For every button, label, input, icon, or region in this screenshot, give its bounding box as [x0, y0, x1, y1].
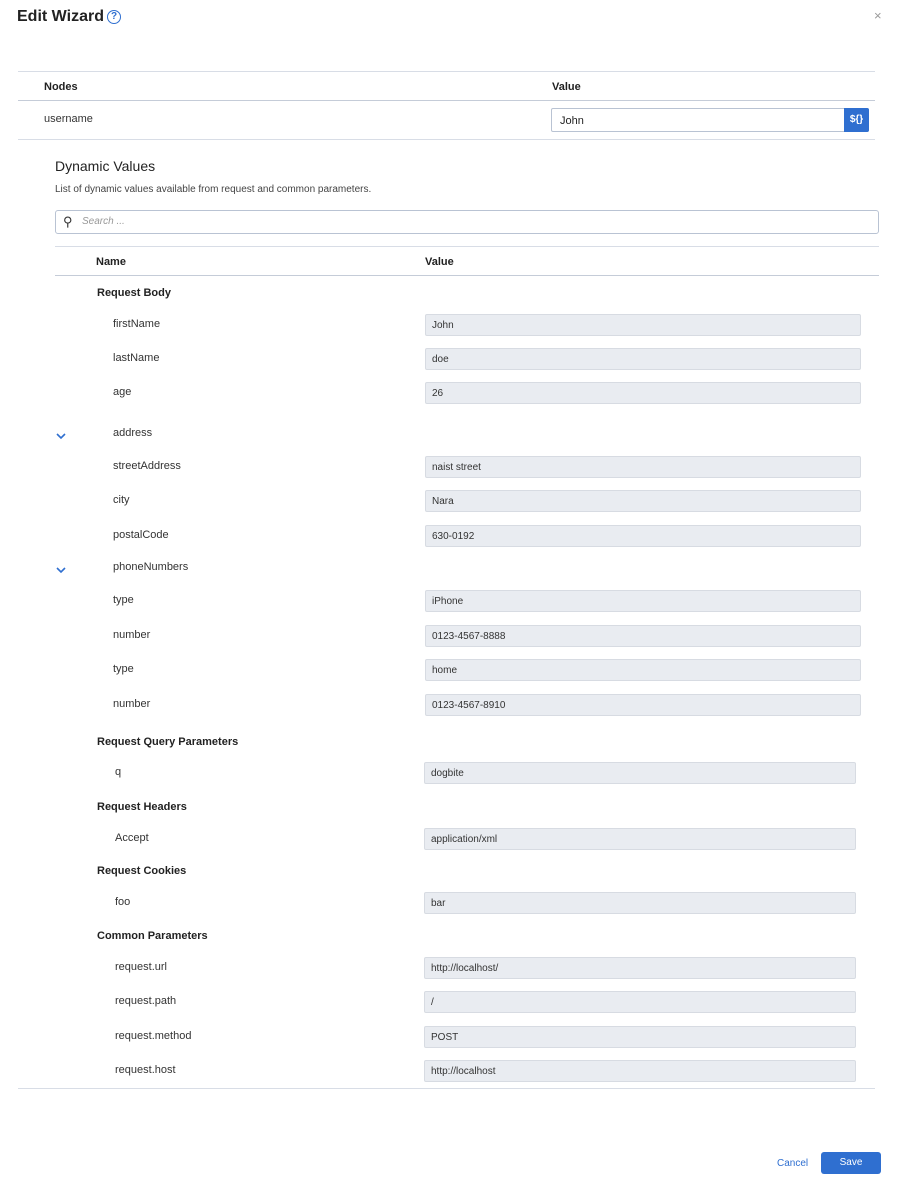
item-value-field[interactable]: 26 [425, 382, 861, 404]
group-header: Request Cookies [97, 865, 187, 877]
dynamic-values-title: Dynamic Values [55, 158, 156, 174]
chevron-down-icon[interactable] [56, 428, 66, 438]
divider [18, 1088, 875, 1089]
item-name: firstName [113, 318, 161, 330]
cancel-button[interactable]: Cancel [777, 1158, 809, 1169]
item-value-field[interactable]: Nara [425, 490, 861, 512]
tree-parent-label: address [113, 427, 153, 439]
item-name: foo [115, 896, 131, 908]
divider [55, 275, 879, 276]
item-name: number [113, 698, 151, 710]
nodes-column-header: Nodes [44, 81, 78, 93]
item-name: postalCode [113, 529, 169, 541]
divider [18, 71, 875, 72]
search-icon: ⚲ [63, 214, 73, 229]
item-name: city [113, 494, 130, 506]
item-name: age [113, 386, 132, 398]
dynamic-values-description: List of dynamic values available from request and common parameters. [55, 184, 372, 195]
name-column-header: Name [96, 256, 126, 268]
item-value-field[interactable]: http://localhost [424, 1060, 856, 1082]
item-value-field[interactable]: naist street [425, 456, 861, 478]
item-name: request.host [115, 1064, 176, 1076]
divider [18, 100, 875, 101]
group-header: Request Body [97, 287, 171, 299]
dialog-title: Edit Wizard [17, 8, 104, 25]
item-value-field[interactable]: http://localhost/ [424, 957, 856, 979]
search-input[interactable] [55, 210, 879, 234]
item-value-field[interactable]: bar [424, 892, 856, 914]
search-placeholder: Search ... [82, 216, 125, 227]
chevron-down-icon[interactable] [56, 562, 66, 572]
item-value-field[interactable]: home [425, 659, 861, 681]
item-value-field[interactable]: 630-0192 [425, 525, 861, 547]
username-value-input[interactable]: John [551, 108, 869, 132]
item-name: lastName [113, 352, 160, 364]
item-name: number [113, 629, 151, 641]
divider [55, 246, 879, 247]
divider [18, 139, 875, 140]
close-icon[interactable]: × [874, 8, 882, 23]
item-name: request.method [115, 1030, 192, 1042]
item-value-field[interactable]: iPhone [425, 590, 861, 612]
item-name: q [115, 766, 122, 778]
item-name: request.path [115, 995, 177, 1007]
item-value-field[interactable]: doe [425, 348, 861, 370]
node-username: username [44, 113, 93, 125]
dynamic-value-button[interactable]: ${} [844, 108, 869, 132]
save-button[interactable]: Save [821, 1152, 881, 1174]
item-value-field[interactable]: / [424, 991, 856, 1013]
group-header: Request Headers [97, 801, 187, 813]
item-name: type [113, 663, 134, 675]
item-value-field[interactable]: dogbite [424, 762, 856, 784]
item-value-field[interactable]: POST [424, 1026, 856, 1048]
help-icon[interactable]: ? [107, 10, 121, 24]
value-column-header: Value [552, 81, 581, 93]
value-column-header: Value [425, 256, 454, 268]
item-name: streetAddress [113, 460, 181, 472]
group-header: Common Parameters [97, 930, 208, 942]
group-header: Request Query Parameters [97, 736, 239, 748]
item-value-field[interactable]: John [425, 314, 861, 336]
item-value-field[interactable]: 0123-4567-8888 [425, 625, 861, 647]
tree-parent-label: phoneNumbers [113, 561, 189, 573]
item-name: type [113, 594, 134, 606]
item-value-field[interactable]: application/xml [424, 828, 856, 850]
item-name: Accept [115, 832, 149, 844]
item-name: request.url [115, 961, 167, 973]
item-value-field[interactable]: 0123-4567-8910 [425, 694, 861, 716]
